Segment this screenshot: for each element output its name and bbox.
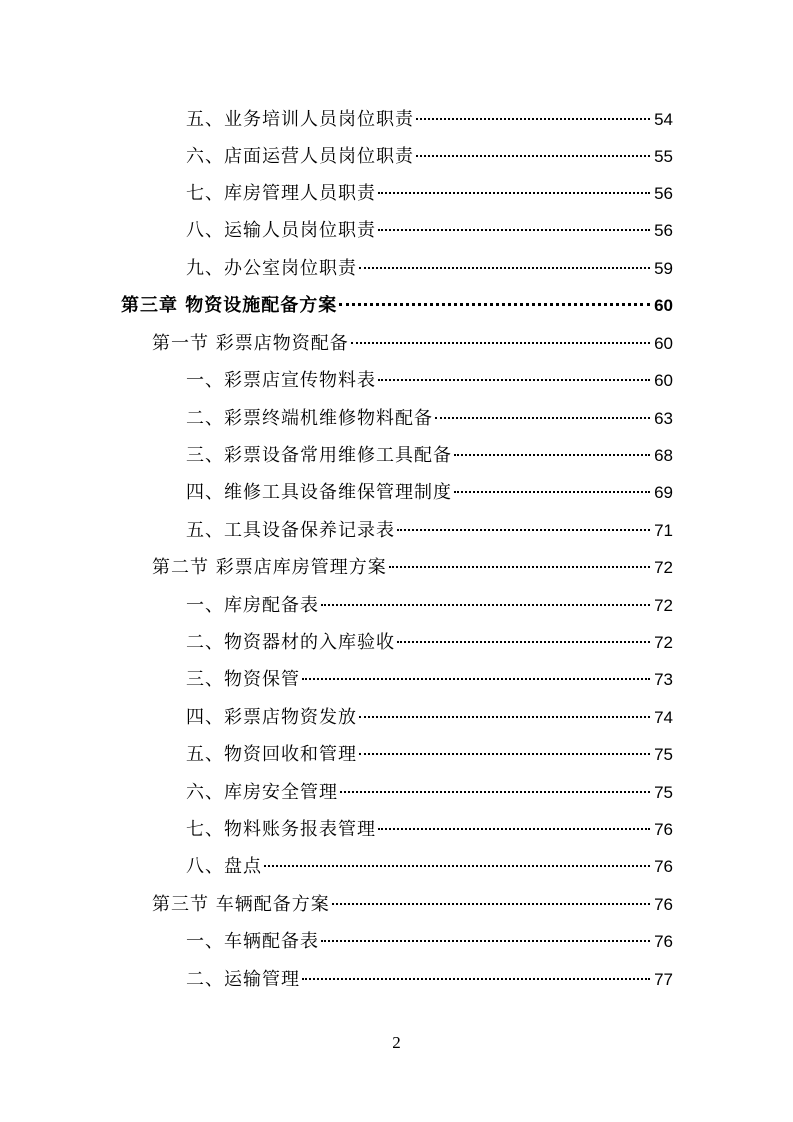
toc-entry-label: 二、彩票终端机维修物料配备 <box>186 408 433 429</box>
toc-entry[interactable] <box>186 442 673 470</box>
toc-section-entry[interactable] <box>152 891 673 919</box>
dot-leader <box>351 342 650 344</box>
dot-leader <box>378 229 650 231</box>
toc-entry-label: 七、库房管理人员职责 <box>186 183 376 204</box>
toc-entry[interactable] <box>186 255 673 283</box>
toc-entry-label: 三、彩票设备常用维修工具配备 <box>186 445 452 466</box>
toc-entry-label: 第三章 物资设施配备方案 <box>121 295 338 316</box>
toc-entry-label: 第三节 车辆配备方案 <box>152 894 330 915</box>
toc-entry[interactable] <box>186 779 673 807</box>
toc-entry-label: 一、彩票店宣传物料表 <box>186 370 376 391</box>
dot-leader <box>359 716 650 718</box>
toc-entry-label: 二、运输管理 <box>186 969 300 990</box>
toc-entry[interactable] <box>186 666 673 694</box>
toc-chapter-entry[interactable] <box>121 292 673 320</box>
toc-entry-page: 75 <box>654 745 673 764</box>
toc-entry-label: 一、库房配备表 <box>186 595 319 616</box>
toc-entry-page: 74 <box>654 708 673 727</box>
toc-entry-label: 一、车辆配备表 <box>186 931 319 952</box>
toc-entry-label: 四、彩票店物资发放 <box>186 707 357 728</box>
toc-entry-label: 五、工具设备保养记录表 <box>186 520 395 541</box>
dot-leader <box>302 678 650 680</box>
toc-entry[interactable] <box>186 704 673 732</box>
toc-entry-page: 76 <box>654 895 673 914</box>
toc-entry[interactable] <box>186 217 673 245</box>
toc-section-entry[interactable] <box>152 554 673 582</box>
dot-leader <box>359 753 650 755</box>
toc-entry-label: 六、库房安全管理 <box>186 782 338 803</box>
toc-entry[interactable] <box>186 816 673 844</box>
toc-entry-page: 68 <box>654 446 673 465</box>
toc-entry[interactable] <box>186 143 673 171</box>
toc-entry-page: 63 <box>654 409 673 428</box>
dot-leader <box>378 192 650 194</box>
toc-entry-page: 76 <box>654 820 673 839</box>
toc-entry-label: 二、物资器材的入库验收 <box>186 632 395 653</box>
toc-entry-label: 五、业务培训人员岗位职责 <box>186 109 414 130</box>
toc-entry-label: 第二节 彩票店库房管理方案 <box>152 557 387 578</box>
toc-entry-page: 69 <box>654 483 673 502</box>
toc-entry-label: 五、物资回收和管理 <box>186 744 357 765</box>
dot-leader <box>397 529 650 531</box>
toc-entry-page: 60 <box>654 334 673 353</box>
dot-leader <box>332 903 650 905</box>
dot-leader <box>321 940 650 942</box>
toc-entry[interactable] <box>186 629 673 657</box>
toc-entry-page: 75 <box>654 783 673 802</box>
toc-entry-page: 54 <box>654 110 673 129</box>
toc-entry[interactable] <box>186 853 673 881</box>
toc-section-entry[interactable] <box>152 330 673 358</box>
toc-entry-page: 60 <box>654 371 673 390</box>
toc-entry-page: 72 <box>654 558 673 577</box>
dot-leader <box>416 118 650 120</box>
dot-leader <box>302 978 650 980</box>
toc-entry[interactable] <box>186 479 673 507</box>
dot-leader <box>397 641 650 643</box>
toc-entry[interactable] <box>186 741 673 769</box>
page-number: 2 <box>392 1033 401 1052</box>
toc-entry-page: 71 <box>654 521 673 540</box>
dot-leader <box>389 566 650 568</box>
toc-entry[interactable] <box>186 180 673 208</box>
toc-entry-page: 73 <box>654 670 673 689</box>
toc-entry[interactable] <box>186 405 673 433</box>
dot-leader <box>264 865 650 867</box>
toc-entry[interactable] <box>186 517 673 545</box>
toc-entry-page: 55 <box>654 147 673 166</box>
toc-entry-page: 56 <box>654 221 673 240</box>
toc-entry-label: 第一节 彩票店物资配备 <box>152 333 349 354</box>
toc-entry[interactable] <box>186 928 673 956</box>
dot-leader <box>378 379 650 381</box>
toc-entry[interactable] <box>186 966 673 994</box>
toc-entry-label: 三、物资保管 <box>186 669 300 690</box>
dot-leader <box>378 828 650 830</box>
toc-entry-page: 76 <box>654 857 673 876</box>
toc-entry-label: 四、维修工具设备维保管理制度 <box>186 482 452 503</box>
toc-entry-label: 八、运输人员岗位职责 <box>186 220 376 241</box>
dot-leader <box>416 155 650 157</box>
dot-leader <box>435 417 650 419</box>
toc-entry-page: 72 <box>654 596 673 615</box>
toc-entry-page: 59 <box>654 259 673 278</box>
toc-entry-page: 77 <box>654 970 673 989</box>
toc-entry-label: 九、办公室岗位职责 <box>186 258 357 279</box>
dot-leader <box>454 491 650 493</box>
dot-leader <box>359 267 650 269</box>
dot-leader <box>340 791 650 793</box>
toc-entry-label: 六、店面运营人员岗位职责 <box>186 146 414 167</box>
toc-entry[interactable] <box>186 367 673 395</box>
toc-entry-page: 56 <box>654 184 673 203</box>
toc-entry-page: 76 <box>654 932 673 951</box>
dot-leader <box>454 454 650 456</box>
toc-entry[interactable] <box>186 592 673 620</box>
dot-leader <box>321 604 650 606</box>
dot-leader <box>339 303 650 306</box>
toc-entry-page: 60 <box>654 296 673 315</box>
toc-entry-page: 72 <box>654 633 673 652</box>
toc-entry-label: 七、物料账务报表管理 <box>186 819 376 840</box>
toc-entry[interactable] <box>186 106 673 134</box>
toc-entry-label: 八、盘点 <box>186 856 262 877</box>
